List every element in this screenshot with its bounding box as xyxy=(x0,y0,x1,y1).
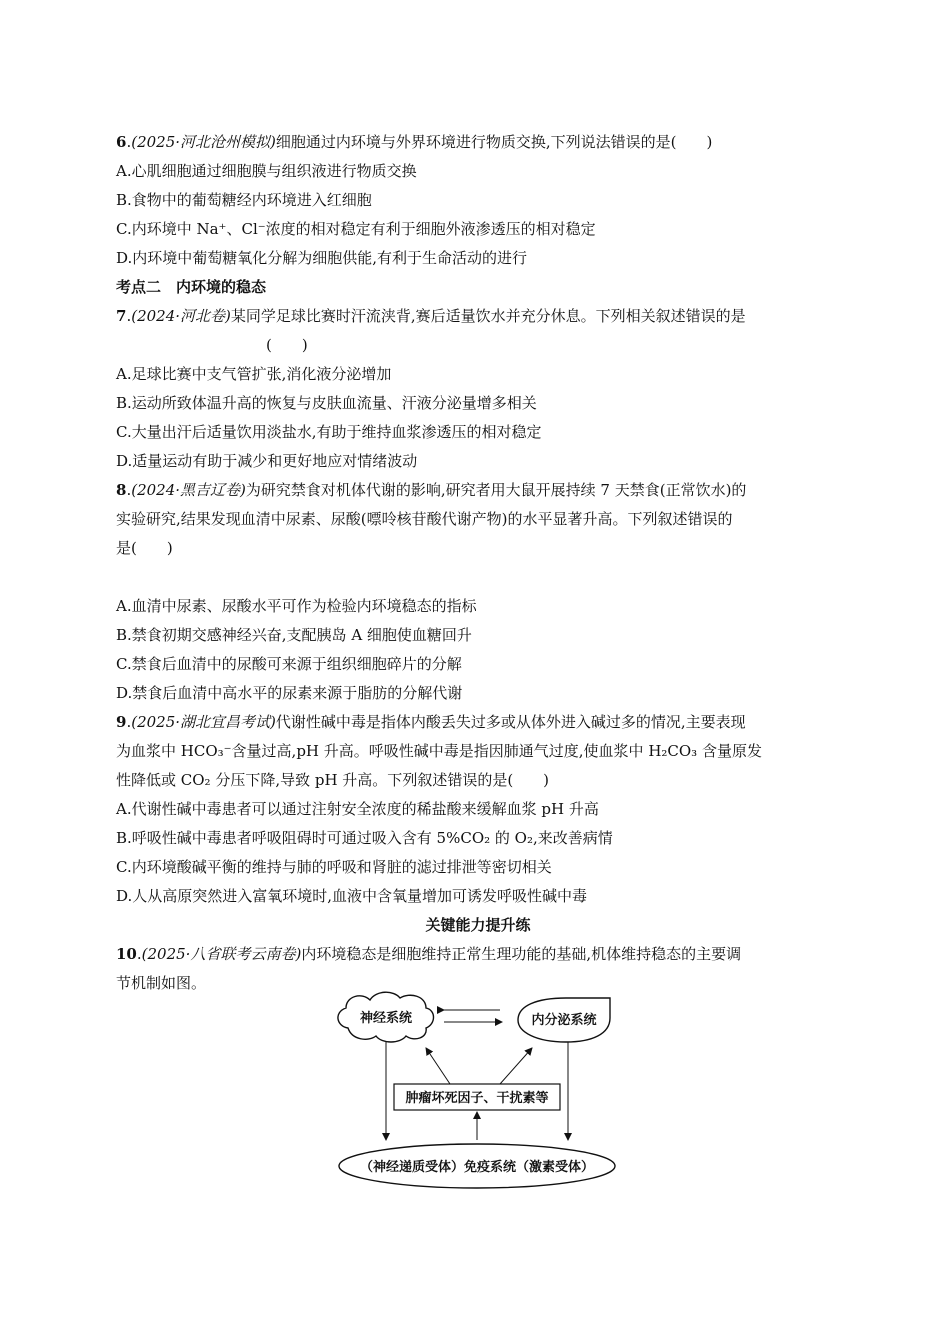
question-7-answer-blank: ( ) xyxy=(266,336,308,354)
question-9-option-b: B.呼吸性碱中毒患者呼吸阻碍时可通过吸入含有 5%CO₂ 的 O₂,来改善病情 xyxy=(116,829,613,847)
question-number: 6 xyxy=(116,133,127,151)
question-8-stem-line1: 8.(2024·黑吉辽卷)为研究禁食对机体代谢的影响,研究者用大鼠开展持续 7 天禁食(正常饮水)的 xyxy=(116,481,747,499)
question-9-option-d: D.人从高原突然进入富氧环境时,血液中含氧量增加可诱发呼吸性碱中毒 xyxy=(116,887,588,905)
question-8-option-c: C.禁食后血清中的尿酸可来源于组织细胞碎片的分解 xyxy=(116,655,462,673)
question-stem-text: 某同学足球比赛时汗流浃背,赛后适量饮水并充分休息。下列相关叙述错误的是 xyxy=(230,307,746,325)
question-7-stem: 7.(2024·河北卷)某同学足球比赛时汗流浃背,赛后适量饮水并充分休息。下列相关叙述错误的是 xyxy=(116,307,746,325)
question-7-option-d: D.适量运动有助于减少和更好地应对情绪波动 xyxy=(116,452,418,470)
section-heading-guanjian: 关键能力提升练 xyxy=(425,916,531,934)
question-6-option-a: A.心肌细胞通过细胞膜与组织液进行物质交换 xyxy=(116,162,417,180)
question-9-option-a: A.代谢性碱中毒患者可以通过注射安全浓度的稀盐酸来缓解血浆 pH 升高 xyxy=(116,800,599,818)
question-6-option-b: B.食物中的葡萄糖经内环境进入红细胞 xyxy=(116,191,372,209)
question-source: (2024·黑吉辽卷) xyxy=(131,481,246,499)
endocrine-system-label: 内分泌系统 xyxy=(531,1013,597,1028)
question-6-stem: 6.(2025·河北沧州模拟)细胞通过内环境与外界环境进行物质交换,下列说法错误的是( ) xyxy=(116,133,713,151)
question-10-stem-line1: 10.(2025·八省联考云南卷)内环境稳态是细胞维持正常生理功能的基础,机体维持稳态的主要调 xyxy=(116,945,742,963)
question-number: 7 xyxy=(116,307,127,325)
question-7-option-a: A.足球比赛中支气管扩张,消化液分泌增加 xyxy=(116,365,392,383)
question-6-option-d: D.内环境中葡萄糖氧化分解为细胞供能,有利于生命活动的进行 xyxy=(116,249,528,267)
question-6-option-c: C.内环境中 Na⁺、Cl⁻浓度的相对稳定有利于细胞外液渗透压的相对稳定 xyxy=(116,220,596,238)
regulation-diagram-svg xyxy=(330,990,620,1190)
question-10-stem-line2: 节机制如图。 xyxy=(116,974,207,992)
question-9-stem-line2: 为血浆中 HCO₃⁻含量过高,pH 升高。呼吸性碱中毒是指因肺通气过度,使血浆中 H₂CO₃ 含量原发 xyxy=(116,742,762,760)
question-source: (2025·湖北宜昌考试) xyxy=(131,713,276,731)
factors-label: 肿瘤坏死因子、干扰素等 xyxy=(405,1091,549,1106)
question-stem-text: 内环境稳态是细胞维持正常生理功能的基础,机体维持稳态的主要调 xyxy=(301,945,742,963)
question-7-option-b: B.运动所致体温升高的恢复与皮肤血流量、汗液分泌量增多相关 xyxy=(116,394,537,412)
question-9-stem-line1: 9.(2025·湖北宜昌考试)代谢性碱中毒是指体内酸丢失过多或从体外进入碱过多的情况,主要表现 xyxy=(116,713,746,731)
nervous-system-label: 神经系统 xyxy=(359,1011,413,1026)
blank-spacer xyxy=(116,563,840,592)
question-number: 10 xyxy=(116,945,137,963)
question-8-stem-line2: 实验研究,结果发现血清中尿素、尿酸(嘌呤核苷酸代谢产物)的水平显著升高。下列叙述错误的 xyxy=(116,510,733,528)
question-number: 9 xyxy=(116,713,127,731)
question-8-option-b: B.禁食初期交感神经兴奋,支配胰岛 A 细胞使血糖回升 xyxy=(116,626,472,644)
question-8-option-d: D.禁食后血清中高水平的尿素来源于脂肪的分解代谢 xyxy=(116,684,463,702)
question-8-option-a: A.血清中尿素、尿酸水平可作为检验内环境稳态的指标 xyxy=(116,597,477,615)
question-stem-text: 为研究禁食对机体代谢的影响,研究者用大鼠开展持续 7 天禁食(正常饮水)的 xyxy=(245,481,747,499)
arrow-factors-to-nervous xyxy=(426,1048,450,1084)
section-heading-kaodian2: 考点二 内环境的稳态 xyxy=(116,278,267,296)
page-content xyxy=(116,128,840,998)
question-7-option-c: C.大量出汗后适量饮用淡盐水,有助于维持血浆渗透压的相对稳定 xyxy=(116,423,542,441)
question-source: (2025·八省联考云南卷) xyxy=(141,945,302,963)
question-9-stem-line3: 性降低或 CO₂ 分压下降,导致 pH 升高。下列叙述错误的是( ) xyxy=(116,771,550,789)
immune-system-label: （神经递质受体）免疫系统（激素受体） xyxy=(359,1160,595,1175)
question-stem-text: 细胞通过内环境与外界环境进行物质交换,下列说法错误的是( ) xyxy=(275,133,713,151)
question-8-stem-line3: 是( ) xyxy=(116,539,173,557)
regulation-diagram xyxy=(330,990,620,1190)
question-9-option-c: C.内环境酸碱平衡的维持与肺的呼吸和肾脏的滤过排泄等密切相关 xyxy=(116,858,552,876)
question-stem-text: 代谢性碱中毒是指体内酸丢失过多或从体外进入碱过多的情况,主要表现 xyxy=(275,713,746,731)
question-source: (2025·河北沧州模拟) xyxy=(131,133,276,151)
question-number: 8 xyxy=(116,481,127,499)
question-source: (2024·河北卷) xyxy=(131,307,231,325)
arrow-factors-to-endocrine xyxy=(500,1048,532,1084)
